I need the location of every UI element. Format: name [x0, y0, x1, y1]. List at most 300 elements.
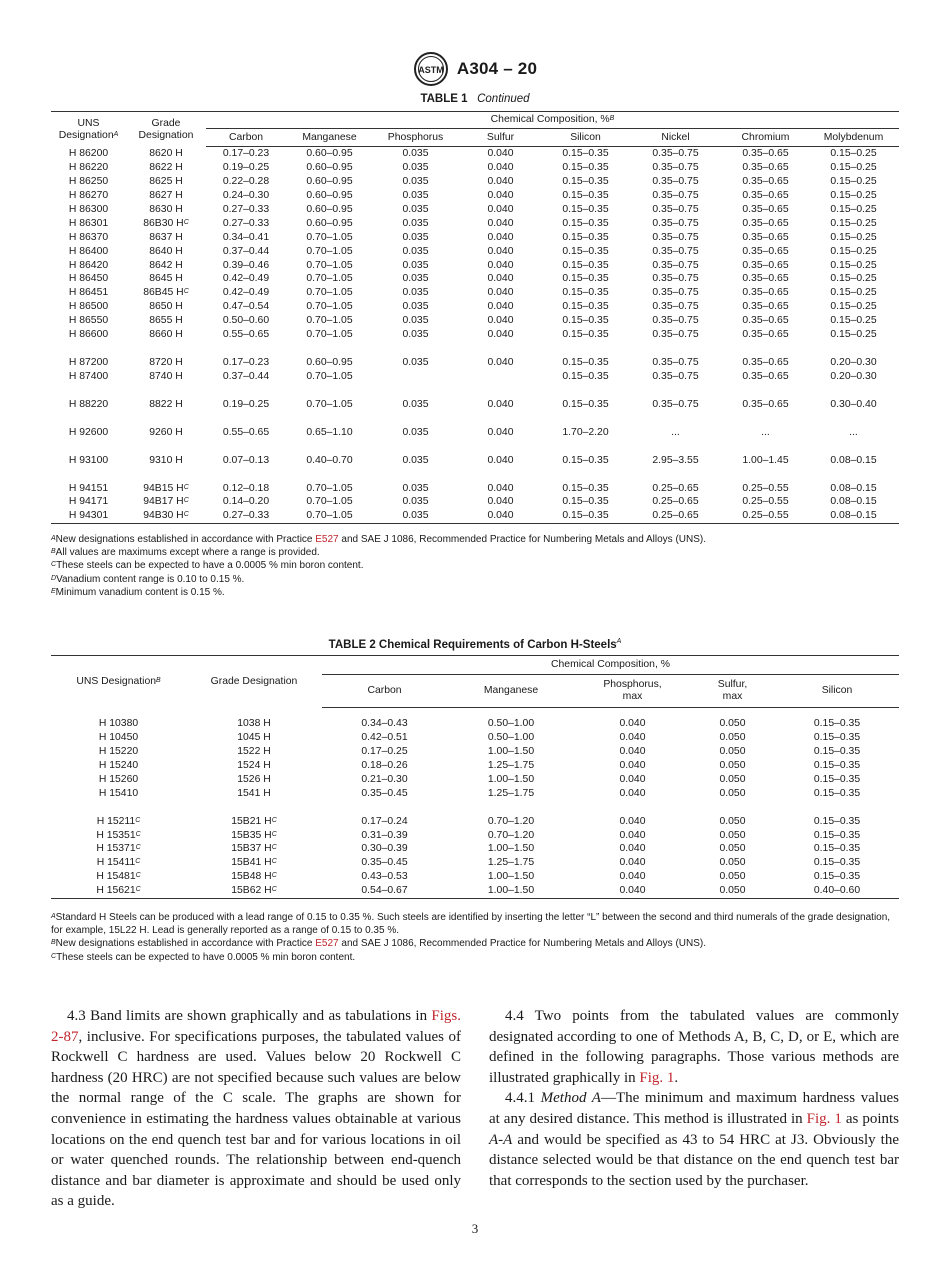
page-number: 3 — [471, 1221, 479, 1236]
table-cell: 1524 H — [237, 759, 271, 771]
table-cell: 0.27–0.33 — [222, 203, 270, 215]
table-cell: 0.040 — [487, 217, 514, 229]
table-cell: 0.35–0.65 — [742, 315, 789, 327]
table-row — [51, 787, 899, 801]
table1-grade-header: Grade Designation — [126, 112, 206, 147]
table-cell: 86B45 $H^C$ — [143, 287, 189, 299]
table-cell: 0.35–0.65 — [742, 217, 789, 229]
table-row — [51, 745, 899, 759]
table-cell: 0.040 — [619, 815, 646, 827]
table-cell: H 94301 — [51, 509, 126, 523]
table-cell: 1045 H — [237, 731, 271, 743]
table-cell: 0.035 — [402, 301, 429, 313]
table-cell: 0.35–0.75 — [652, 161, 699, 173]
table-cell: 0.040 — [487, 301, 514, 313]
table-cell: 0.31–0.39 — [361, 829, 408, 841]
table-cell: 0.035 — [402, 245, 429, 257]
table-row — [51, 328, 899, 342]
table-cell: 0.15–0.35 — [562, 329, 609, 341]
table-cell: 0.35–0.75 — [652, 203, 699, 215]
table-cell: 0.35–0.75 — [652, 259, 699, 271]
table-cell: H 86400 — [68, 245, 109, 257]
table-cell: H 86451 — [68, 287, 109, 299]
table-cell: 0.35–0.45 — [361, 857, 408, 869]
table-cell: 0.035 — [402, 426, 429, 438]
table-row — [51, 217, 899, 231]
table-cell: 0.60–0.95 — [306, 148, 353, 159]
table-cell: 1.00–1.50 — [487, 745, 535, 757]
table-cell: 8660 H — [149, 329, 183, 341]
table-cell: H 86450 — [68, 273, 109, 285]
table-row — [51, 356, 899, 370]
table-cell: 0.040 — [487, 245, 514, 257]
table-cell: 0.70–1.20 — [487, 829, 535, 841]
table-cell: 0.55–0.65 — [222, 329, 270, 341]
paragraph-4-4: 4.4 Two points from the tabulated values are commonly designated according to one of Methods A, B, C, D, or E, which are defined in the following paragraphs. Those various methods are illustrated graphically in Fig. 1. — [489, 1008, 899, 1086]
table-cell: 0.50–0.60 — [222, 315, 270, 327]
table-cell: 0.35–0.65 — [742, 189, 789, 201]
table-cell: 0.15–0.35 — [562, 273, 609, 285]
table-cell: 0.60–0.95 — [306, 175, 353, 187]
astm-logo-icon — [413, 51, 449, 87]
table-cell: 8637 H — [149, 231, 183, 243]
table-cell: 0.050 — [719, 829, 746, 841]
table-cell: 0.35–0.75 — [652, 245, 699, 257]
table2-chem-header: Chemical Composition, % — [322, 656, 899, 675]
table-cell: H $15371^C$ — [96, 843, 141, 855]
table-cell: 0.15–0.35 — [813, 843, 861, 855]
table-cell: 0.040 — [487, 398, 514, 410]
table2-footnotes — [51, 911, 901, 964]
table-cell: 0.17–0.23 — [222, 148, 270, 159]
table-cell: H 94171 — [68, 496, 109, 508]
table-cell: 0.15–0.35 — [562, 301, 609, 313]
table-cell: 0.040 — [487, 482, 514, 494]
table-cell: 0.15–0.35 — [813, 745, 861, 757]
table-cell: H 86200 — [68, 147, 109, 159]
table-cell: 9260 H — [149, 426, 183, 438]
table-cell: 0.040 — [487, 426, 514, 438]
table-cell: 0.040 — [619, 773, 646, 785]
table1-continued: Continued — [477, 93, 530, 105]
table-cell: 0.15–0.35 — [562, 217, 609, 229]
table-cell: 0.040 — [487, 315, 514, 327]
table-cell: 0.25–0.55 — [742, 496, 789, 508]
table-cell: 0.15–0.35 — [813, 731, 861, 743]
table-cell: 94B15 $H^C$ — [143, 482, 189, 494]
footnote: $^A$Standard H Steels can be produced with a lead range of 0.15 to 0.35 %. Such steels are identified by inserting the letter “L” between the second and third numerals of the grade designation, for example, 15L22 H. Lead is generally reported as a range of 0.15 to 0.35 %. — [51, 912, 891, 937]
table-cell: H 94151 — [68, 482, 109, 494]
table-row — [51, 856, 899, 870]
table-spacer-row — [51, 440, 899, 454]
table-cell: H 93100 — [68, 454, 109, 466]
table-cell: 0.040 — [487, 259, 514, 271]
table-cell: 0.25–0.65 — [628, 509, 723, 523]
table-cell: H 86220 — [68, 161, 109, 173]
table-cell: 8622 H — [149, 161, 183, 173]
table-cell: 1.70–2.20 — [562, 426, 609, 438]
table-cell: 0.050 — [719, 871, 746, 883]
table-cell: 8655 H — [149, 315, 183, 327]
table-cell: 0.60–0.95 — [306, 189, 353, 201]
table2-title: TABLE 2 Chemical Requirements of Carbon H-Steels — [328, 639, 617, 651]
spacer-cell — [51, 468, 899, 482]
table-cell: 0.035 — [402, 287, 429, 299]
table-cell: 0.050 — [690, 884, 775, 898]
table-cell: 0.50–1.00 — [487, 718, 535, 729]
spacer-cell — [51, 708, 899, 718]
table-spacer-row — [51, 412, 899, 426]
footnote: $^A$New designations established in accordance with Practice E527 and SAE J 1086, Recommended Practice for Numbering Metals and Alloys (UNS). — [51, 534, 707, 545]
table-cell: 0.35–0.65 — [742, 148, 789, 159]
table-cell: 8630 H — [149, 203, 183, 215]
table-cell: 0.07–0.13 — [222, 454, 270, 466]
astm-logo-text: ASTM — [418, 65, 444, 75]
table-cell: 0.15–0.35 — [562, 357, 609, 369]
table-cell: 0.040 — [619, 843, 646, 855]
table-cell: H 86300 — [68, 203, 109, 215]
table-cell: 0.35–0.75 — [652, 273, 699, 285]
table-cell: 0.42–0.49 — [222, 287, 270, 299]
table-cell: 0.25–0.65 — [652, 496, 699, 508]
table-cell: 0.035 — [402, 398, 429, 410]
footnote: $^B$All values are maximums except where a range is provided. — [51, 547, 320, 559]
table-cell: H 88220 — [68, 398, 109, 410]
fig-1-link[interactable]: Fig. 1 — [639, 1069, 675, 1086]
table-cell: 15B35 $H^C$ — [231, 829, 277, 841]
table-cell: 0.42–0.49 — [222, 273, 270, 285]
table-row — [51, 175, 899, 189]
table1-caption — [0, 93, 950, 105]
table-cell: H $15621^C$ — [51, 884, 186, 898]
table-cell: 0.27–0.33 — [206, 509, 286, 523]
table-cell: 0.35–0.45 — [361, 787, 408, 799]
table2-phosphorus-header: Phosphorus, max — [575, 675, 690, 708]
table-cell: 0.35–0.65 — [742, 398, 789, 410]
table-cell: 0.15–0.35 — [562, 189, 609, 201]
table-cell: H 92600 — [68, 426, 109, 438]
table-cell: 0.70–1.05 — [306, 496, 353, 508]
table-spacer-row — [51, 708, 899, 718]
table-cell: 0.70–1.05 — [306, 273, 353, 285]
footnote: $^E$Minimum vanadium content is 0.15 %. — [51, 586, 225, 598]
table-cell: 8740 H — [149, 371, 183, 382]
table-cell: 0.040 — [619, 731, 646, 743]
table-cell: 0.37–0.44 — [222, 245, 270, 257]
table-cell: 0.20–0.30 — [830, 371, 877, 382]
table-cell: 0.035 — [402, 329, 429, 341]
table-cell: 0.040 — [487, 175, 514, 187]
table-row — [51, 147, 899, 161]
table-cell: 0.70–1.05 — [306, 301, 353, 313]
table-cell: 0.42–0.51 — [361, 731, 408, 743]
table-cell: 0.35–0.75 — [652, 189, 699, 201]
table-cell: 0.15–0.35 — [562, 245, 609, 257]
table1-col-header: Molybdenum — [808, 129, 899, 147]
table-cell: 8642 H — [149, 259, 183, 271]
table-cell: 0.040 — [487, 148, 514, 159]
table-cell: 0.15–0.25 — [830, 217, 877, 229]
table-cell: 1.00–1.50 — [487, 773, 535, 785]
table-cell: 86B30 $H^C$ — [143, 217, 189, 229]
page-header — [0, 50, 950, 88]
table-cell: 0.035 — [402, 231, 429, 243]
table-cell: 0.54–0.67 — [322, 884, 447, 898]
table1-uns-header: UNS Designation$^A$ — [51, 112, 126, 147]
table-cell: 1.00–1.50 — [487, 843, 535, 855]
table-cell: 0.22–0.28 — [222, 175, 270, 187]
table-cell: 0.35–0.65 — [742, 273, 789, 285]
table-cell: 0.08–0.15 — [808, 509, 899, 523]
table-cell: 0.15–0.35 — [562, 482, 609, 494]
table-cell: 0.035 — [402, 357, 429, 369]
table-cell: 0.040 — [619, 718, 646, 729]
table-cell: 0.15–0.35 — [562, 398, 609, 410]
table-cell: 0.15–0.35 — [562, 231, 609, 243]
table-cell: 0.15–0.35 — [562, 203, 609, 215]
table-cell: 0.43–0.53 — [361, 871, 408, 883]
table-cell: 0.15–0.35 — [813, 857, 861, 869]
table-cell: 94B30 $H^C$ — [126, 509, 206, 523]
table-cell: 0.27–0.33 — [222, 217, 270, 229]
table-row — [51, 161, 899, 175]
table-cell: 0.040 — [487, 287, 514, 299]
table-cell: 1.25–1.75 — [487, 857, 535, 869]
paragraph-4-4-1: 4.4.1 Method A—The minimum and maximum hardness values at any desired distance. This method is illustrated in Fig. 1 as points A-A and would be specified as 43 to 54 HRC at J3. Obviously the distance selected would be that distance on the end quench test bar that corresponds to the section used by the purchaser. — [489, 1090, 900, 1189]
table-cell: 0.050 — [719, 759, 746, 771]
table-row — [51, 454, 899, 468]
table-row — [51, 272, 899, 286]
table1-col-header: Chromium — [723, 129, 808, 147]
table-cell: 0.15–0.35 — [562, 315, 609, 327]
table-cell: 0.15–0.35 — [813, 773, 861, 785]
table-cell: 1541 H — [237, 787, 271, 799]
table-cell: 0.035 — [402, 273, 429, 285]
table-cell: 0.15–0.25 — [830, 203, 877, 215]
table-cell: 0.35–0.65 — [742, 287, 789, 299]
e527-link[interactable]: E527 — [315, 534, 339, 545]
table-cell: 0.35–0.75 — [652, 148, 699, 159]
table-cell: 0.15–0.35 — [562, 371, 609, 382]
table-cell: 0.040 — [575, 884, 690, 898]
table-cell: 0.15–0.35 — [562, 161, 609, 173]
table-cell: 0.050 — [719, 815, 746, 827]
table-row — [51, 884, 899, 898]
table-cell: 0.37–0.44 — [222, 371, 270, 382]
table-cell: 0.040 — [619, 787, 646, 799]
table-cell: 0.24–0.30 — [222, 189, 270, 201]
table-cell: 0.040 — [487, 231, 514, 243]
table-cell: 1526 H — [237, 773, 271, 785]
table1-col-header: Carbon — [206, 129, 286, 147]
table-cell: 0.15–0.35 — [813, 787, 861, 799]
table-cell: H $15411^C$ — [96, 857, 141, 869]
table-cell: 0.70–1.05 — [306, 315, 353, 327]
table-row — [51, 370, 899, 384]
table-cell: H 86301 — [68, 217, 109, 229]
table-cell: 15B21 $H^C$ — [231, 815, 277, 827]
table-cell: 0.70–1.05 — [306, 371, 353, 382]
table-cell: 0.34–0.41 — [222, 231, 270, 243]
table-cell: 0.035 — [402, 175, 429, 187]
table-cell: 0.15–0.35 — [562, 259, 609, 271]
table-cell: 0.40–0.70 — [306, 454, 353, 466]
table1 — [51, 111, 899, 524]
table-cell: 0.35–0.75 — [652, 287, 699, 299]
table-cell: 0.35–0.65 — [742, 357, 789, 369]
table-cell: 0.35–0.75 — [652, 315, 699, 327]
figs-2-87-link[interactable]: Figs. 2-87 — [51, 1008, 461, 1045]
table-cell: 0.050 — [719, 745, 746, 757]
table-cell: 0.19–0.25 — [222, 398, 270, 410]
table-cell: 0.25–0.55 — [723, 509, 808, 523]
table-cell: 0.55–0.65 — [222, 426, 270, 438]
table-cell: 0.035 — [402, 482, 429, 494]
table-cell: 0.35–0.75 — [652, 217, 699, 229]
table-cell: 0.040 — [487, 189, 514, 201]
table-cell: 0.15–0.35 — [813, 871, 861, 883]
table-cell: 0.70–1.05 — [306, 482, 353, 494]
table-cell: 8822 H — [149, 398, 183, 410]
table-cell: H 10380 — [98, 718, 139, 729]
table2-manganese-header: Manganese — [447, 675, 575, 708]
table-row — [51, 300, 899, 314]
table-cell: 0.35–0.65 — [742, 175, 789, 187]
table-cell: 94B17 $H^C$ — [143, 496, 189, 508]
table-row — [51, 870, 899, 884]
table-cell: 0.040 — [487, 161, 514, 173]
table-spacer-row — [51, 468, 899, 482]
table-cell: 0.35–0.65 — [742, 203, 789, 215]
table-cell: 0.17–0.23 — [222, 357, 270, 369]
fig-1-link-2[interactable]: Fig. 1 — [806, 1110, 842, 1127]
table-row — [51, 815, 899, 829]
table2-silicon-header: Silicon — [775, 675, 899, 708]
table-cell: H $15351^C$ — [96, 829, 141, 841]
table-cell: H 15260 — [98, 773, 139, 785]
table-cell: H 86420 — [68, 259, 109, 271]
e527-link[interactable]: E527 — [315, 938, 339, 950]
table-cell: 8627 H — [149, 189, 183, 201]
table-cell: 0.60–0.95 — [306, 161, 353, 173]
table-cell: ... — [849, 426, 858, 438]
table-row — [51, 509, 899, 523]
table-cell: 0.20–0.30 — [830, 357, 877, 369]
table-cell: 1.00–1.50 — [487, 871, 535, 883]
table-cell: 15B41 $H^C$ — [231, 857, 277, 869]
table-cell: 0.15–0.25 — [830, 259, 877, 271]
table-cell: H 10450 — [98, 731, 139, 743]
table-cell: 1522 H — [237, 745, 271, 757]
table-cell: H 86370 — [68, 231, 109, 243]
table-cell: H 15410 — [98, 787, 139, 799]
table-cell: 1.25–1.75 — [487, 759, 535, 771]
table-cell: 0.15–0.25 — [830, 287, 877, 299]
table-row — [51, 773, 899, 787]
table-cell: 8620 H — [149, 147, 183, 159]
table-cell: 0.15–0.35 — [562, 175, 609, 187]
table-row — [51, 717, 899, 731]
table-cell: H 87400 — [68, 371, 109, 382]
table2-sulfur-header: Sulfur, max — [690, 675, 775, 708]
table-cell: 0.040 — [487, 454, 514, 466]
table-cell: 0.15–0.35 — [813, 718, 861, 729]
table-cell: 0.040 — [487, 496, 514, 508]
table-cell: 0.19–0.25 — [222, 161, 270, 173]
table-cell: 0.050 — [719, 843, 746, 855]
table-cell: 1.00–1.45 — [742, 454, 789, 466]
table-cell: 0.15–0.35 — [543, 509, 628, 523]
spacer-cell — [51, 801, 899, 815]
table-cell: 0.60–0.95 — [306, 203, 353, 215]
table-cell: 0.15–0.25 — [830, 315, 877, 327]
table-cell: H 15240 — [98, 759, 139, 771]
table2-caption: TABLE 2 Chemical Requirements of Carbon H-Steels$^A$ — [328, 638, 622, 651]
table-spacer-row — [51, 801, 899, 815]
table-cell: 0.65–1.10 — [306, 426, 353, 438]
table-cell: 0.35–0.65 — [742, 259, 789, 271]
table-cell: 0.040 — [487, 357, 514, 369]
table-cell: 0.050 — [719, 731, 746, 743]
table-cell: 0.35–0.75 — [652, 357, 699, 369]
table2 — [51, 655, 899, 899]
table-row — [51, 398, 899, 412]
footnote: $^C$These steels can be expected to have 0.0005 % min boron content. — [51, 951, 356, 963]
table-cell: 0.70–1.05 — [306, 287, 353, 299]
footnote: $^D$Vanadium content range is 0.10 to 0.15 %. — [51, 573, 245, 585]
table-cell: 0.70–1.05 — [286, 509, 373, 523]
table-cell: 0.15–0.35 — [562, 496, 609, 508]
table-cell: 0.035 — [402, 454, 429, 466]
table-cell: 0.25–0.65 — [652, 482, 699, 494]
table-cell: 0.035 — [402, 315, 429, 327]
table-cell: 8645 H — [149, 273, 183, 285]
table-cell: 0.040 — [487, 329, 514, 341]
table-cell: 0.050 — [719, 718, 746, 729]
table-cell: 0.040 — [487, 203, 514, 215]
table-cell: 0.30–0.39 — [361, 843, 408, 855]
footnote: $^B$New designations established in accordance with Practice E527 and SAE J 1086, Recommended Practice for Numbering Metals and Alloys (UNS). — [51, 938, 707, 950]
table-cell: 0.35–0.75 — [652, 329, 699, 341]
table-cell: 0.14–0.20 — [222, 496, 270, 508]
table-cell: 0.035 — [402, 496, 429, 508]
table-cell: 0.040 — [619, 829, 646, 841]
table-cell: 0.050 — [719, 773, 746, 785]
table-cell: H $15481^C$ — [96, 871, 141, 883]
table-cell: 15B48 $H^C$ — [231, 871, 277, 883]
table-cell: 0.35–0.75 — [652, 175, 699, 187]
table-spacer-row — [51, 342, 899, 356]
table-row — [51, 259, 899, 273]
table-cell: 0.35–0.65 — [742, 231, 789, 243]
table-cell: 0.35–0.65 — [742, 329, 789, 341]
table-cell: 0.15–0.25 — [830, 245, 877, 257]
table-spacer-row — [51, 384, 899, 398]
table-cell: ... — [761, 426, 770, 438]
table-row — [51, 231, 899, 245]
table-cell: 0.08–0.15 — [830, 454, 877, 466]
table1-col-header: Manganese — [286, 129, 373, 147]
table-cell: H 87200 — [68, 357, 109, 369]
table-cell: H 86550 — [68, 315, 109, 327]
table-cell: ... — [671, 426, 680, 438]
table-cell: 0.35–0.75 — [652, 398, 699, 410]
table-row — [51, 189, 899, 203]
table-cell: 0.040 — [487, 273, 514, 285]
table-cell: 0.050 — [719, 857, 746, 869]
table-cell: 0.035 — [402, 161, 429, 173]
spacer-cell — [51, 342, 899, 356]
